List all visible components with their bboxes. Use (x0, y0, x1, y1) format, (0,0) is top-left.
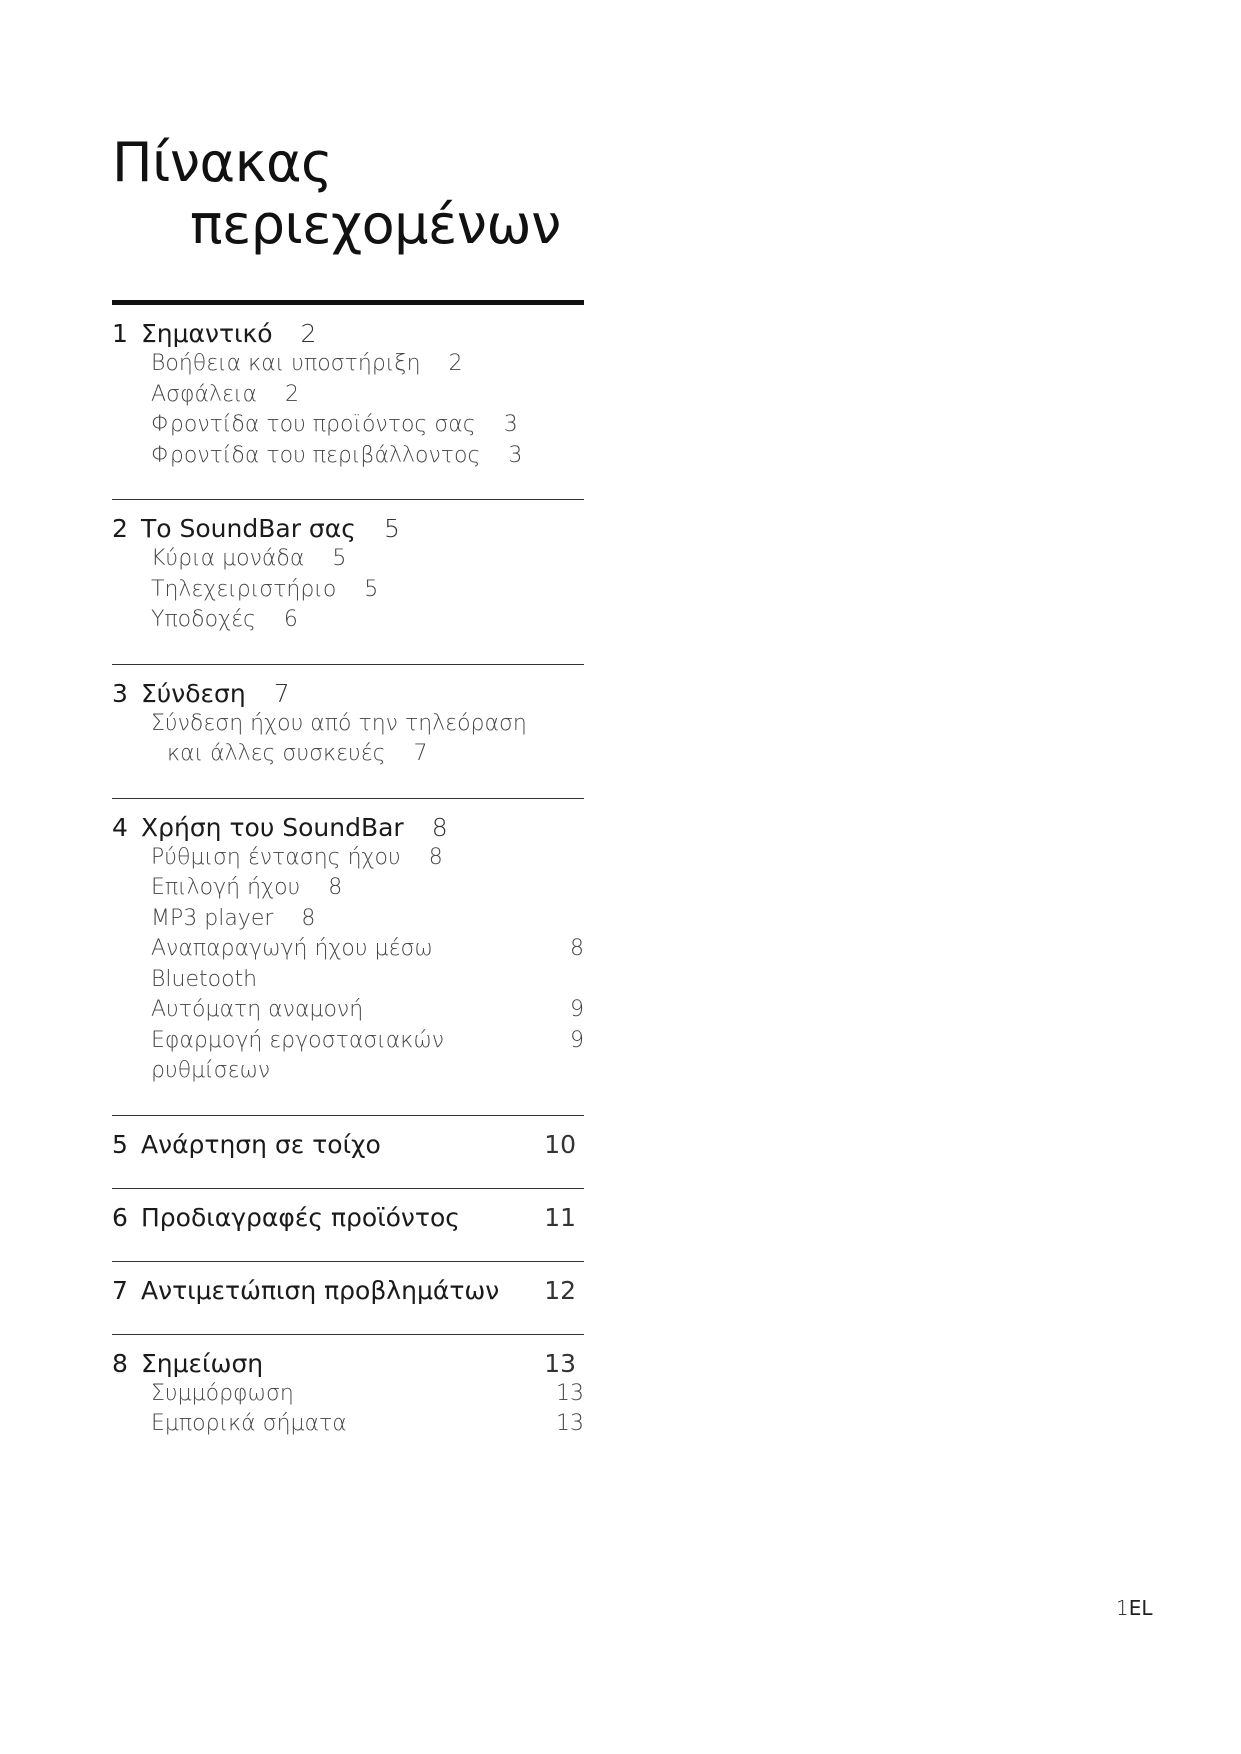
chapter-title: Σημαντικό (141, 319, 273, 348)
toc-chapter-2 (112, 514, 584, 664)
table-of-contents (112, 300, 584, 1440)
toc-sub-entry[interactable] (112, 575, 584, 606)
sub-entry-page: 5 (332, 546, 347, 571)
chapter-number: 2 (112, 514, 128, 543)
chapter-title: Χρήση του SoundBar (141, 812, 404, 842)
chapter-number: 8 (112, 1348, 128, 1378)
page-title-line1: Πίνακας (112, 131, 333, 194)
chapter-entry[interactable] (112, 1349, 584, 1379)
chapter-entry[interactable] (112, 1130, 584, 1160)
sub-entry-title: Φροντίδα του προϊόντος σας (151, 412, 476, 437)
chapter-entry[interactable] (112, 813, 584, 843)
sub-entry-page: 3 (508, 442, 523, 468)
chapter-title: Ανάρτηση σε τοίχο (141, 1129, 381, 1159)
chapter-entry[interactable] (112, 319, 584, 349)
sub-entry-page: 6 (283, 607, 298, 632)
sub-entry-title: Συμμόρφωση (151, 1380, 294, 1406)
toc-top-rule (112, 300, 584, 305)
sub-entry-title: MP3 player (151, 905, 274, 931)
chapter-page: 5 (383, 514, 400, 543)
sub-entry-title: Σύνδεση ήχου από την τηλεόραση (151, 710, 527, 736)
chapter-number: 1 (112, 319, 128, 348)
page-title-line2: περιεχομένων (190, 193, 561, 256)
toc-sub-entry[interactable] (112, 349, 584, 380)
toc-sub-entry[interactable] (112, 1026, 584, 1087)
chapter-entry[interactable] (112, 1203, 584, 1233)
chapter-number: 3 (112, 678, 128, 708)
page-footer (1116, 1596, 1153, 1620)
section-divider (112, 1261, 584, 1262)
chapter-page: 2 (300, 319, 317, 348)
toc-sub-entry[interactable] (112, 1379, 584, 1410)
sub-entry-page: 9 (570, 997, 584, 1022)
section-divider (112, 499, 584, 500)
chapter-page: 10 (544, 1129, 576, 1159)
sub-entry-title: Επιλογή ήχου (151, 875, 301, 900)
sub-entry-page: 8 (328, 875, 343, 900)
chapter-entry[interactable] (112, 514, 584, 544)
sub-entry-page: 2 (284, 381, 299, 407)
section-divider (112, 1334, 584, 1335)
chapter-title: Το SoundBar σας (141, 514, 356, 543)
sub-entry-title: Φροντίδα του περιβάλλοντος (151, 442, 481, 468)
sub-entry-title: Εμπορικά σήματα (151, 1411, 347, 1436)
toc-sub-entry[interactable] (112, 605, 584, 636)
section-divider (112, 664, 584, 665)
sub-entry-page: 5 (364, 576, 379, 602)
toc-sub-entry[interactable] (112, 843, 584, 874)
toc-chapter-5 (112, 1130, 584, 1188)
chapter-number: 5 (112, 1129, 128, 1159)
chapter-title: Αντιμετώπιση προβλημάτων (141, 1275, 500, 1305)
sub-entry-page: 8 (301, 905, 316, 931)
sub-entry-title: Αναπαραγωγή ήχου μέσω Bluetooth (151, 936, 433, 992)
sub-entry-page: 8 (570, 936, 584, 961)
sub-entry-page: 13 (556, 1380, 584, 1406)
sub-entry-page: 2 (448, 351, 463, 376)
chapter-number: 6 (112, 1202, 128, 1232)
chapter-title: Προδιαγραφές προϊόντος (141, 1202, 460, 1232)
toc-chapter-1 (112, 319, 584, 499)
toc-sub-entry[interactable] (112, 904, 584, 935)
toc-sub-entry[interactable] (112, 380, 584, 411)
toc-sub-entry[interactable] (112, 995, 584, 1026)
sub-entry-page: 13 (556, 1411, 584, 1436)
chapter-number: 4 (112, 812, 128, 842)
toc-chapter-7 (112, 1276, 584, 1334)
sub-entry-page: 3 (503, 412, 518, 437)
sub-entry-title-continued: και άλλες συσκευές (167, 741, 386, 766)
sub-entry-title: Βοήθεια και υποστήριξη (151, 351, 421, 376)
chapter-title: Σύνδεση (141, 678, 246, 708)
footer-page-number: 1 (1116, 1596, 1129, 1620)
toc-sub-entry[interactable] (112, 441, 584, 472)
section-divider (112, 798, 584, 799)
chapter-page: 13 (544, 1348, 576, 1378)
sub-entry-title: Εφαρμογή εργοστασιακών ρυθμίσεων (151, 1027, 445, 1083)
toc-sub-entry[interactable] (112, 1409, 584, 1440)
sub-entry-title: Τηλεχειριστήριο (151, 576, 337, 602)
sub-entry-page: 7 (413, 741, 428, 766)
chapter-page: 7 (273, 678, 290, 708)
toc-sub-entry[interactable] (112, 934, 584, 995)
toc-sub-entry-continued[interactable] (112, 739, 584, 770)
page-title (112, 132, 561, 256)
toc-sub-entry[interactable] (112, 709, 584, 740)
sub-entry-page: 8 (428, 844, 443, 870)
chapter-entry[interactable] (112, 679, 584, 709)
sub-entry-page: 9 (570, 1027, 584, 1053)
toc-chapter-8 (112, 1349, 584, 1440)
toc-sub-entry[interactable] (112, 410, 584, 441)
toc-chapter-3 (112, 679, 584, 798)
section-divider (112, 1188, 584, 1189)
toc-sub-entry[interactable] (112, 873, 584, 904)
sub-entry-title: Κύρια μονάδα (151, 546, 305, 571)
sub-entry-title: Υποδοχές (151, 607, 256, 632)
sub-entry-title: Ρύθμιση έντασης ήχου (151, 844, 401, 870)
chapter-page: 8 (431, 812, 448, 842)
chapter-entry[interactable] (112, 1276, 584, 1306)
chapter-number: 7 (112, 1275, 128, 1305)
footer-language: EL (1128, 1596, 1153, 1620)
toc-chapter-4 (112, 813, 584, 1115)
toc-chapter-6 (112, 1203, 584, 1261)
chapter-title: Σημείωση (141, 1348, 264, 1378)
sub-entry-title: Ασφάλεια (151, 381, 257, 407)
sub-entry-title: Αυτόματη αναμονή (151, 997, 364, 1022)
chapter-page: 11 (544, 1202, 576, 1232)
toc-sub-entry[interactable] (112, 544, 584, 575)
section-divider (112, 1115, 584, 1116)
chapter-page: 12 (544, 1275, 576, 1305)
